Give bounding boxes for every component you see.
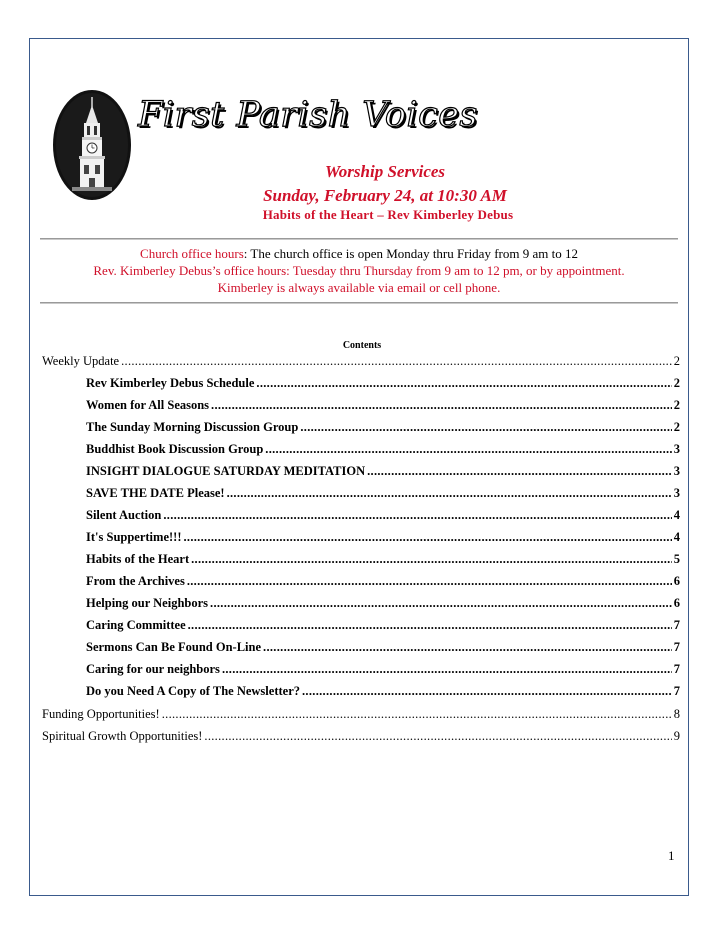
toc-entry-label: It's Suppertime!!! [86, 530, 182, 544]
toc-leader-dots [211, 398, 672, 413]
toc-leader-dots [263, 640, 672, 655]
newsletter-title: First Parish Voices [138, 95, 478, 135]
toc-leader-dots [163, 508, 671, 523]
toc-entry-label: Caring Committee [86, 618, 186, 632]
toc-entry-label: The Sunday Morning Discussion Group [86, 420, 299, 434]
toc-leader-dots [265, 442, 671, 457]
toc-leader-dots [204, 729, 671, 744]
toc-entry[interactable] [42, 707, 680, 723]
toc-entry-page: 7 [673, 618, 680, 632]
toc-entry-label: Buddhist Book Discussion Group [86, 442, 264, 456]
toc-entry-page: 7 [673, 684, 680, 698]
toc-entry[interactable] [86, 662, 680, 678]
toc-entry-label: Spiritual Growth Opportunities! [42, 729, 203, 743]
toc-leader-dots [210, 596, 672, 611]
church-office-hours [40, 245, 678, 262]
divider-bottom [40, 302, 678, 304]
worship-services-heading: Worship Services [324, 162, 446, 181]
availability-note: Kimberley is always available via email or cell phone. [217, 280, 501, 295]
toc-entry[interactable] [86, 486, 680, 502]
toc-leader-dots [191, 552, 672, 567]
toc-entry-page: 4 [673, 530, 680, 544]
toc-entry-page: 9 [673, 729, 680, 743]
toc-entry[interactable] [42, 354, 680, 370]
page-number: 1 [668, 848, 675, 863]
toc-entry-label: SAVE THE DATE Please! [86, 486, 225, 500]
toc-entry-page: 2 [673, 354, 680, 368]
rev-office-hours: Rev. Kimberley Debus’s office hours: Tuesday thru Thursday from 9 am to 12 pm, or by appointment. [93, 263, 625, 278]
toc-entry[interactable] [86, 398, 680, 414]
toc-entry-page: 2 [673, 398, 680, 412]
toc-entry[interactable] [42, 729, 680, 745]
toc-leader-dots [222, 662, 672, 677]
toc-entry-label: Habits of the Heart [86, 552, 190, 566]
toc-entry-label: Weekly Update [42, 354, 120, 368]
toc-entry-page: 3 [673, 442, 680, 456]
toc-entry-page: 8 [673, 707, 680, 721]
toc-entry-page: 2 [673, 420, 680, 434]
toc-entry[interactable] [86, 684, 680, 700]
service-date: Sunday, February 24, at 10:30 AM [263, 186, 507, 205]
toc-entry[interactable] [86, 574, 680, 590]
toc-leader-dots [227, 486, 672, 501]
toc-leader-dots [187, 574, 672, 589]
toc-entry[interactable] [86, 530, 680, 546]
toc-entry-label: Helping our Neighbors [86, 596, 209, 610]
church-office-text: : The church office is open Monday thru Friday from 9 am to 12 [243, 246, 578, 261]
church-steeple-logo [52, 89, 132, 201]
toc-entry-label: From the Archives [86, 574, 185, 588]
toc-entry-label: Sermons Can Be Found On-Line [86, 640, 262, 654]
toc-entry[interactable] [86, 618, 680, 634]
toc-entry-page: 6 [673, 596, 680, 610]
toc-entry-page: 2 [673, 376, 680, 390]
toc-entry-label: Silent Auction [86, 508, 162, 522]
toc-entry-page: 5 [673, 552, 680, 566]
toc-leader-dots [367, 464, 672, 479]
toc-leader-dots [183, 530, 671, 545]
contents-heading: Contents [342, 340, 382, 351]
toc-leader-dots [188, 618, 672, 633]
toc-entry-page: 3 [673, 464, 680, 478]
toc-entry-page: 6 [673, 574, 680, 588]
sermon-title: Habits of the Heart – Rev Kimberley Debus [262, 207, 514, 222]
toc-entry-page: 3 [673, 486, 680, 500]
toc-entry[interactable] [86, 596, 680, 612]
toc-leader-dots [162, 707, 672, 722]
toc-entry[interactable] [86, 376, 680, 392]
toc-entry-page: 7 [673, 640, 680, 654]
toc-entry-page: 7 [673, 662, 680, 676]
toc-entry-label: Caring for our neighbors [86, 662, 220, 676]
toc-entry-label: Women for All Seasons [86, 398, 210, 412]
toc-entry[interactable] [86, 640, 680, 656]
toc-entry-label: Do you Need A Copy of The Newsletter? [86, 684, 300, 698]
toc-leader-dots [121, 354, 672, 369]
toc-entry-label: Funding Opportunities! [42, 707, 160, 721]
toc-entry-label: Rev Kimberley Debus Schedule [86, 376, 255, 390]
toc-entry[interactable] [86, 508, 680, 524]
church-office-label: Church office hours [140, 246, 244, 261]
toc-entry[interactable] [86, 442, 680, 458]
toc-entry[interactable] [86, 552, 680, 568]
toc-leader-dots [256, 376, 671, 391]
toc-entry-page: 4 [673, 508, 680, 522]
toc-leader-dots [300, 420, 671, 435]
divider-top [40, 238, 678, 240]
toc-leader-dots [302, 684, 672, 699]
toc-entry[interactable] [86, 464, 680, 480]
toc-entry-label: INSIGHT DIALOGUE SATURDAY MEDITATION [86, 464, 366, 478]
toc-entry[interactable] [86, 420, 680, 436]
